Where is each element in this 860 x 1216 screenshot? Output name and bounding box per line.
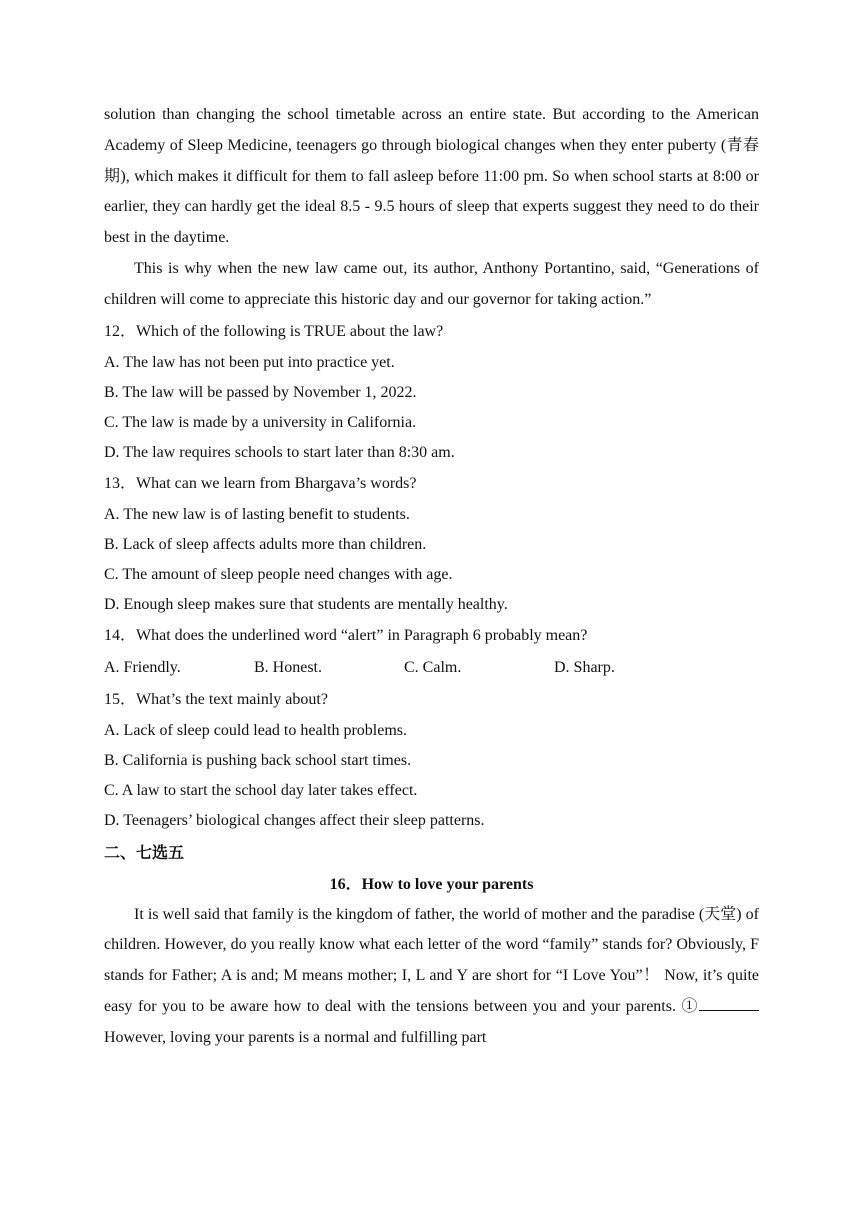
document-page <box>104 100 759 1054</box>
question-stem: 13．What can we learn from Bhargava’s words? <box>104 474 417 492</box>
option: D. Teenagers’ biological changes affect their sleep patterns. <box>104 811 485 829</box>
option: C. The law is made by a university in California. <box>104 413 417 431</box>
option: A. Friendly. <box>104 658 181 676</box>
option: C. The amount of sleep people need changes with age. <box>104 565 453 583</box>
option: C. Calm. <box>404 658 462 676</box>
passage-paragraph: solution than changing the school timetable across an entire state. But according to the American Academy of Sleep Medicine, teenagers go through biological changes when they enter puberty (青春期), which makes it difficult for them to fall asleep before 11:00 pm. So when school starts at 8:00 or earlier, they can hardly get the ideal 8.5 - 9.5 hours of sleep that experts suggest they need to do their best in the daytime. <box>104 106 759 247</box>
passage-paragraph: This is why when the new law came out, its author, Anthony Portantino, said, “Generations of children will come to appreciate this historic day and our governor for taking action.” <box>104 259 759 308</box>
option: B. Lack of sleep affects adults more than children. <box>104 535 427 553</box>
answer-blank <box>699 996 759 1011</box>
passage-paragraph <box>104 900 759 1054</box>
options-row <box>104 652 759 684</box>
question-stem: 14．What does the underlined word “alert” in Paragraph 6 probably mean? <box>104 626 588 644</box>
paragraph-text: It is well said that family is the kingdom of father, the world of mother and the paradise (天堂) of children. However, do you really know what each letter of the word “family” stands for? Obviously, F stands for Father; A is and; M means mother; I, L and Y are short for “I Love You”！ Now, it’s quite easy for you to be aware how to deal with the tensions between you and your parents. ① <box>104 905 759 1015</box>
question-stem: 15．What’s the text mainly about? <box>104 690 328 708</box>
option: A. Lack of sleep could lead to health problems. <box>104 721 408 739</box>
option: B. Honest. <box>254 658 322 676</box>
option: B. California is pushing back school start times. <box>104 751 412 769</box>
question-stem: 12．Which of the following is TRUE about the law? <box>104 322 444 340</box>
section-heading: 二、七选五 <box>104 842 185 862</box>
option: D. Sharp. <box>554 658 615 676</box>
option: B. The law will be passed by November 1, 2022. <box>104 383 417 401</box>
paragraph-text: However, loving your parents is a normal and fulfilling part <box>104 1028 487 1046</box>
question-15 <box>104 684 759 836</box>
option: A. The new law is of lasting benefit to students. <box>104 505 410 523</box>
option: D. The law requires schools to start later than 8:30 am. <box>104 443 455 461</box>
option: D. Enough sleep makes sure that students are mentally healthy. <box>104 595 508 613</box>
option: C. A law to start the school day later takes effect. <box>104 781 418 799</box>
question-12 <box>104 316 759 468</box>
question-13 <box>104 468 759 620</box>
question-14 <box>104 620 759 684</box>
option: A. The law has not been put into practice yet. <box>104 353 395 371</box>
passage-title: 16．How to love your parents <box>329 875 534 893</box>
